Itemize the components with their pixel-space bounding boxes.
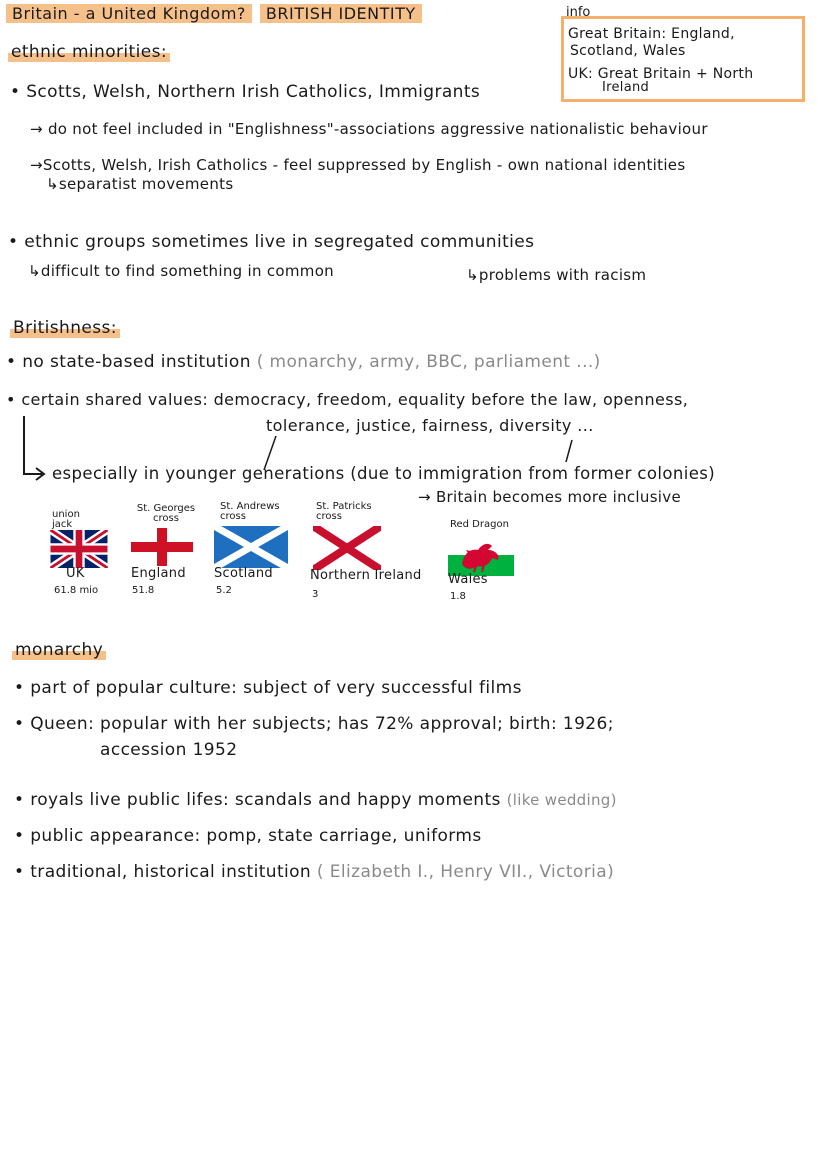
section-heading-monarchy: monarchy xyxy=(12,640,106,660)
flag-label-scotland: St. Andrews cross xyxy=(220,501,280,522)
flag-value-uk: 61.8 mio xyxy=(54,585,99,596)
flag-value-scotland: 5.2 xyxy=(216,585,232,596)
section-heading-ethnic: ethnic minorities: xyxy=(8,42,170,62)
bullet-ethnic-1: • Scotts, Welsh, Northern Irish Catholics, Immigrants xyxy=(10,82,481,102)
flag-name-wales: Wales xyxy=(448,572,488,587)
st-georges-cross-icon xyxy=(131,528,193,566)
bullet-ethnic-2: • ethnic groups sometimes live in segregated communities xyxy=(8,232,535,252)
flag-name-scotland: Scotland xyxy=(214,566,273,581)
bullet-brit-2: • certain shared values: democracy, freedom, equality before the law, openness, xyxy=(6,390,689,409)
info-heading: info xyxy=(566,5,591,20)
page-title xyxy=(6,4,422,23)
section-heading-britishness: Britishness: xyxy=(10,318,120,338)
bullet-monarchy-2b: accession 1952 xyxy=(100,740,238,760)
info-line-2: Scotland, Wales xyxy=(570,43,686,59)
bullet-monarchy-5: • traditional, historical institution ( Elizabeth I., Henry VII., Victoria) xyxy=(14,862,615,882)
sub-brit-2: → Britain becomes more inclusive xyxy=(418,488,681,506)
flag-value-wales: 1.8 xyxy=(450,591,466,602)
bullet-monarchy-4: • public appearance: pomp, state carriage, uniforms xyxy=(14,826,482,846)
sub-brit-1: especially in younger generations (due to immigration from former colonies) xyxy=(52,464,716,483)
title-main: Britain - a United Kingdom? xyxy=(6,4,252,23)
flag-label-ni: St. Patricks cross xyxy=(316,501,372,522)
red-dragon-icon xyxy=(448,534,514,576)
flag-value-england: 51.8 xyxy=(132,585,155,596)
bullet-monarchy-3: • royals live public lifes: scandals and happy moments (like wedding) xyxy=(14,790,617,810)
flag-label-uk: union jack xyxy=(52,509,80,530)
sub-ethnic-4: ↳problems with racism xyxy=(466,266,647,284)
sub-ethnic-1: → do not feel included in "Englishness"-associations aggressive nationalistic behaviour xyxy=(30,120,708,138)
title-sub: BRITISH IDENTITY xyxy=(260,4,422,23)
bullet-monarchy-1: • part of popular culture: subject of very successful films xyxy=(14,678,522,698)
sub-ethnic-2: →Scotts, Welsh, Irish Catholics - feel suppressed by English - own national identities xyxy=(30,156,686,174)
flag-name-england: England xyxy=(131,566,186,581)
flag-value-ni: 3 xyxy=(312,589,319,600)
flag-label-wales: Red Dragon xyxy=(450,519,509,530)
bullet-brit-2b: tolerance, justice, fairness, diversity ... xyxy=(266,416,594,435)
flag-label-england: St. Georges cross xyxy=(136,503,196,524)
info-line-3: UK: Great Britain + North xyxy=(568,66,754,82)
info-line-4: Ireland xyxy=(602,80,650,95)
bullet-monarchy-2: • Queen: popular with her subjects; has 72% approval; birth: 1926; xyxy=(14,714,614,734)
union-jack-icon xyxy=(50,530,108,568)
sub-ethnic-2b: ↳separatist movements xyxy=(46,175,234,193)
flag-name-ni: Northern Ireland xyxy=(310,568,422,583)
bullet-brit-1: • no state-based institution ( monarchy, army, BBC, parliament ...) xyxy=(6,352,601,372)
info-line-1: Great Britain: England, xyxy=(568,26,735,42)
flag-name-uk: UK xyxy=(66,566,85,581)
st-andrews-cross-icon xyxy=(214,526,288,568)
sub-ethnic-3: ↳difficult to find something in common xyxy=(28,262,334,280)
st-patricks-cross-icon xyxy=(313,526,381,570)
